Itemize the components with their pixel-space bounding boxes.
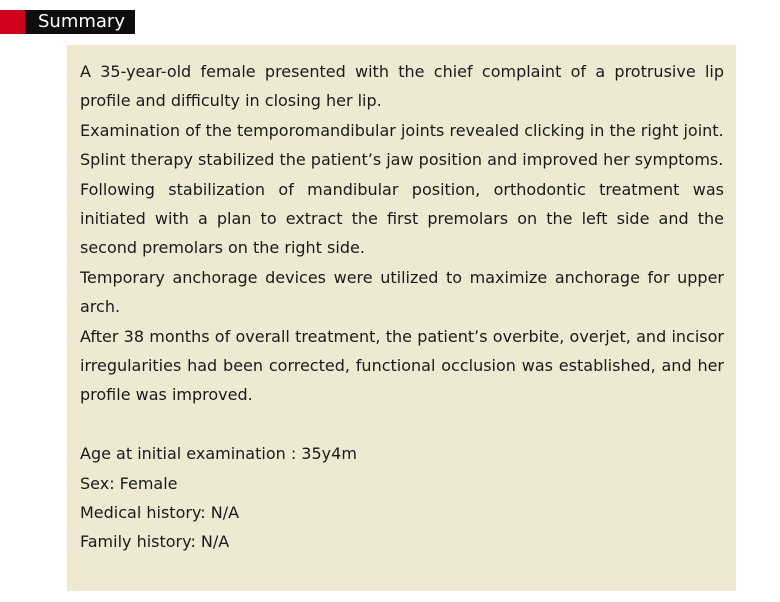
header-accent-bar xyxy=(0,10,25,34)
section-title: Summary xyxy=(25,10,135,34)
summary-paragraph-outcome: After 38 months of overall treatment, the patient’s overbite, overjet, and incisor irregularities had been corrected, functional occlusion was established, and her profile was improved. xyxy=(80,326,724,405)
medical-history: Medical history: N/A xyxy=(80,503,240,523)
paragraph-spacer xyxy=(80,410,724,439)
sex-info: Sex: Female xyxy=(80,473,178,493)
summary-paragraph-splint-therapy: Splint therapy stabilized the patient’s jaw position and improved her symptoms. xyxy=(80,150,724,170)
summary-panel xyxy=(67,45,736,591)
summary-paragraph-chief-complaint: A 35-year-old female presented with the chief complaint of a protrusive lip profile and difficulty in closing her lip. xyxy=(80,62,724,111)
section-header xyxy=(0,10,135,34)
family-history: Family history: N/A xyxy=(80,532,230,552)
age-at-exam: Age at initial examination : 35y4m xyxy=(80,444,357,464)
summary-paragraph-treatment-plan: Following stabilization of mandibular position, orthodontic treatment was initiated with a plan to extract the first premolars on the left side and the second premolars on the right side. xyxy=(80,179,724,258)
summary-paragraph-anchorage: Temporary anchorage devices were utilized to maximize anchorage for upper arch. xyxy=(80,267,724,317)
summary-paragraph-tmj-exam: Examination of the temporomandibular joints revealed clicking in the right joint. xyxy=(80,120,724,140)
